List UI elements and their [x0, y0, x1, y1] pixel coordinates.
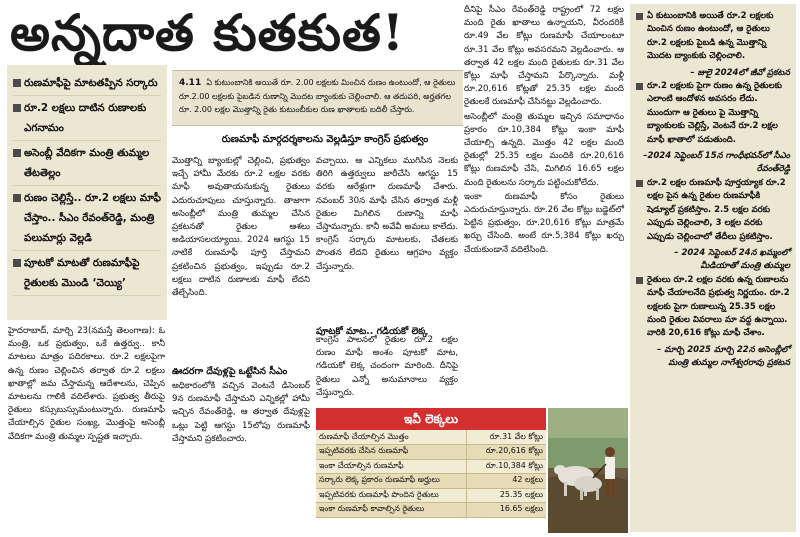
article-column-3: వచ్చాయి. ఆ ఎన్నికలు ముగిసిన నెలకు తిరిగి ఉత్తర్వులు జారీచేసి ఆగస్టు 15 వరకు ఆరేళ్లుగా రుణమాఫీ చేశారు. నవంబర్‌ 30న మాఫీ చేసిన తర్వాత మళ్లీ రైతుల మిగిలిన రుణాన్ని మాఫీ చేస్తామన్నారు. కానీ అవేవీ అమలు కాలేదు. కాంగ్రెస్‌ సర్కారు మాటలకు, చేతలకు పొంతన లేదని రైతులు ఆగ్రహం వ్యక్తం చేస్తున్నారు. — [316, 156, 458, 272]
square-bullet-icon — [13, 79, 21, 87]
table-row: సర్కారు లెక్క ప్రకారం రుణమాఫీ అర్హులు 42 లక్షలు — [316, 474, 546, 489]
square-bullet-icon — [636, 13, 643, 20]
square-bullet-icon — [13, 149, 21, 157]
quote-item: రైతులు రూ.2 లక్షల వరకు ఉన్న రుణాలను మాఫీ చేయాలనేది ప్రభుత్వ నిర్ణయం. రూ.2 లక్షలకు పైగా రుణాలున్న 25.35 లక్షల మంది రైతుల వివరాలు మా వద్ద ఉన్నాయి. వారికి 20,616 కోట్లు మాఫీ చేశాం. – మార్చి 2025 మార్చి 22న అసెంబ్లీలో మంత్రి తుమ్మల నాగేశ్వరరావు ప్రకటన — [636, 274, 790, 371]
table-row: ఇప్పటివరకు చేసిన రుణమాఫీ రూ.20,616 కోట్లు — [316, 445, 546, 460]
table-row: రుణమాఫీ చేయాల్సిన మొత్తం రూ.31 వేల కోట్లు — [316, 430, 546, 445]
square-bullet-icon — [13, 259, 21, 267]
square-bullet-icon — [636, 83, 643, 90]
lead-point: అసెంబ్లీ వేదికగా మంత్రి తుమ్మల తేటతెల్లం — [13, 143, 161, 186]
quote-item: రూ.2 లక్షలకు పైగా రుణం ఉన్న రైతులకు ఎలాంటి ఆందోళన అవసరం లేదు. ముందుగా ఆ రైతులు పై మొత్తాన్ని బ్యాంకులకు చెల్లిస్తే, వెంటనే రూ.2 లక్షల మాఫీ ఖాతాలో పడుతుంది. –2024 సెప్టెంబర్‌ 15న గాంధీభవన్‌లో సీఎం రేవంత్‌రెడ్డి — [636, 80, 790, 177]
headline: అన్నదాత కుతకుత! — [10, 3, 405, 62]
table-row: ఇంకా రుణమాఫీ కావాల్సిన రైతులు 16.65 లక్షలు — [316, 503, 546, 518]
clause-number: 4.11 — [179, 78, 202, 88]
article-column-4: దీనిపై సీఎం రేవంత్‌రెడ్డి రాష్ట్రంలో 72 లక్షల మంది రైతు ఖాతాలు ఉన్నాయని, వీరందరికీ రూ.49 వేల కోట్లు రుణమాఫీ చేయాలంటూ రూ.31 వేల కోట్లు అవసరమని వెల్లడించారు. ఆ తర్వాత 42 లక్షల మంది రైతులకు రూ.31 వేల కోట్లు మాఫీ చేస్తామని పేర్కొన్నారు. మళ్లీ రూ.20,616 కోట్లతో 25.35 లక్షల మంది రైతులకే రుణమాఫీ చేసినట్టు వెల్లడించారు. అసెంబ్లీలో మంత్రి తుమ్మల ఇచ్చిన సమాధానం ప్రకారం రూ.10,384 కోట్లు ఇంకా మాఫీ చేయాల్సి ఉన్నది. మొత్తం 42 లక్షల మంది రైతుల్లో 25.35 లక్షల మందికి రూ.20,616 కోట్లు రుణమాఫీ చేసి, మిగిలిన 16.65 లక్షల మంది రైతులను సర్కారు పట్టించుకోలేదు. ఇంకా రుణమాఫీ కోసం రైతులు ఎదురుచూస్తున్నారు. రూ.26 వేల కోట్లు బడ్జెట్‌లో పెట్టిన ప్రభుత్వం, రూ.20,616 కోట్లు మాత్రమే ఖర్చు చేసింది. అంటే రూ.5,384 కోట్లు ఖర్చు చేయకుండానే వదిలేసింది. — [464, 5, 624, 255]
quote-item: రూ.2 లక్షల రుణమాఫీ పూర్తయ్యాక రూ.2 లక్షల పైన ఉన్న రైతుల రుణమాఫీకి షెడ్యూల్‌ ప్రకటిస్తాం. 2.5 లక్షల వరకు ఎప్పుడు చెల్లించాలి, 3 లక్షల వరకు ఎప్పుడు చెల్లించాలో తేదీలు ప్రకటిస్తాం. – 2024 సెప్టెంబర్‌ 24న ఖమ్మంలో మీడియాతో మంత్రి తుమ్మల — [636, 177, 790, 274]
table-row: ఇంకా చేయాల్సిన రుణమాఫీ రూ.10,384 కోట్లు — [316, 459, 546, 474]
farmer-with-oxen-photo — [548, 408, 628, 533]
square-bullet-icon — [636, 277, 643, 284]
stats-table-title: ఇవీ లెక్కలు — [316, 408, 546, 430]
subheading-flip-flop: పూటకో మాట.. గడియకో లెక్క — [316, 326, 428, 337]
guideline-excerpt — [172, 70, 463, 126]
article-column-3b: కాంగ్రెస్‌ పాలనలో రైతుల రూ.2 లక్షల రుణం మాఫీ అంశం పూటకో మాట, గడియకో లెక్క చందంగా మారింది. దీనిపై రైతులు ఎన్నో అనుమానాలు వ్యక్తం చేస్తున్నారు. — [316, 335, 458, 398]
square-bullet-icon — [636, 180, 643, 187]
stats-table-grid — [316, 430, 546, 518]
square-bullet-icon — [13, 194, 21, 202]
square-bullet-icon — [13, 104, 21, 112]
lead-point: రుణం చెల్లిస్తే.. రూ.2 లక్షలు మాఫీ చేస్తాం.. సీఎం రేవంత్‌రెడ్డి, మంత్రి పలుమార్లు వెల్లడి — [13, 188, 161, 251]
lead-point: పూటకో మాటతో రుణమాఫీపై రైతులకు మొండి ‘చెయ్యి’ — [13, 253, 161, 296]
stats-table — [316, 408, 546, 533]
subheading-oath: ఊదరగా దేవుళ్లపై ఒట్టేసిన సీఎం — [172, 366, 288, 377]
table-row: ఇప్పటివరకు రుణమాఫీ పొందిన రైతులు 25.35 లక్షలు — [316, 488, 546, 503]
lead-highlights-box — [7, 65, 167, 320]
quote-item: ఏ కుటుంబానికి అయితే రూ.2 లక్షలకు మించిన రుణం ఉంటుందో, ఆ రైతులు రూ.2 లక్షలకు పైబడి ఉన్న మొత్తాన్ని మొదట బ్యాంకుకు చెల్లించాలి. – జులై 2024లో జీవో ప్రకటన — [636, 10, 790, 80]
article-column-2b: అధికారంలోకి వచ్చిన వెంటనే డిసెంబర్‌ 9న రుణమాఫీ చేస్తామని ఎన్నికల్లో హామీ ఇచ్చిన రేవంత్‌రెడ్డి, ఆ తర్వాత దేవుళ్లపై ఒట్లు పెట్టి ఆగస్టు 15లోపు రుణమాఫీ చేస్తామని ప్రకటించారు. — [172, 381, 310, 444]
article-column-1: హైదరాబాద్‌, మార్చి 23(నమస్తే తెలంగాణ): ఓ మంత్రి, ఒక ప్రభుత్వం, ఒకే ఉత్తర్వు.. కానీ మాటలు మాత్రం పదిరకాలు. రూ.2 లక్షలపైగా ఉన్న రుణం చెల్లించిన తర్వాత రూ.2 లక్షలు ఖాతాల్లో జమ చేస్తామన్న ఆదేశాలను, చెప్పిన మాటలను గాలికి వదిలేశారు. ప్రభుత్వ తీరుపై రైతులు కస్సుబుస్సుమంటున్నారు. రుణమాఫీ చేయాల్సిన రైతుల సంఖ్య, మొత్తంపై అసెంబ్లీ వేదికగా మంత్రి తుమ్మల స్పష్టత ఇచ్చారు. — [8, 326, 165, 442]
article-column-2: మొత్తాన్ని బ్యాంకుల్లో చెల్లించి, ప్రభుత్వం ఇచ్చే హామీ మేరకు రూ.2 లక్షల వరకు మాఫీ అవుతాయనుకున్న రైతులు ఎదురుచూపులు చూస్తున్నారు. తాజాగా అసెంబ్లీలో మంత్రి తుమ్మల చేసిన ప్రకటనతో రైతుల ఆశలు అడియాసలయ్యాయి. 2024 ఆగస్టు 15 నాటికే రుణమాఫీ పూర్తి చేస్తామని ప్రకటించిన ప్రభుత్వం, ఇప్పుడు రూ.2 లక్షలు దాటిన రుణాలకు మాఫీ లేదని తేల్చేసింది. — [172, 156, 310, 299]
quotes-sidebar — [630, 4, 796, 532]
farmer-with-oxen-illustration — [548, 408, 628, 533]
lead-point: రుణమాఫీపై మాటతప్పిన సర్కారు — [13, 73, 161, 96]
clause-text: ఏ కుటుంబానికి అయితే రూ. 2.00 లక్షలకు మించిన రుణం ఉంటుందో, ఆ రైతులు రూ.2.00 లక్షలకు పైబడిన రుణాన్ని మొదట బ్యాంకుకు చెల్లించాలి. ఆ తదుపరి, అర్హతగల రూ. 2.00 లక్షల మొత్తాన్ని రైతు కుటుంబీకుల రుణ ఖాతాలకు బదిలీ చేస్తారు. — [179, 78, 456, 114]
lead-point: రూ.2 లక్షలు దాటిన రుణాలకు ఎగనామం — [13, 98, 161, 141]
excerpt-caption: రుణమాఫీ మార్గదర్శకాలను వెల్లడిస్తూ కాంగ్రెస్‌ ప్రభుత్వం — [221, 134, 429, 145]
